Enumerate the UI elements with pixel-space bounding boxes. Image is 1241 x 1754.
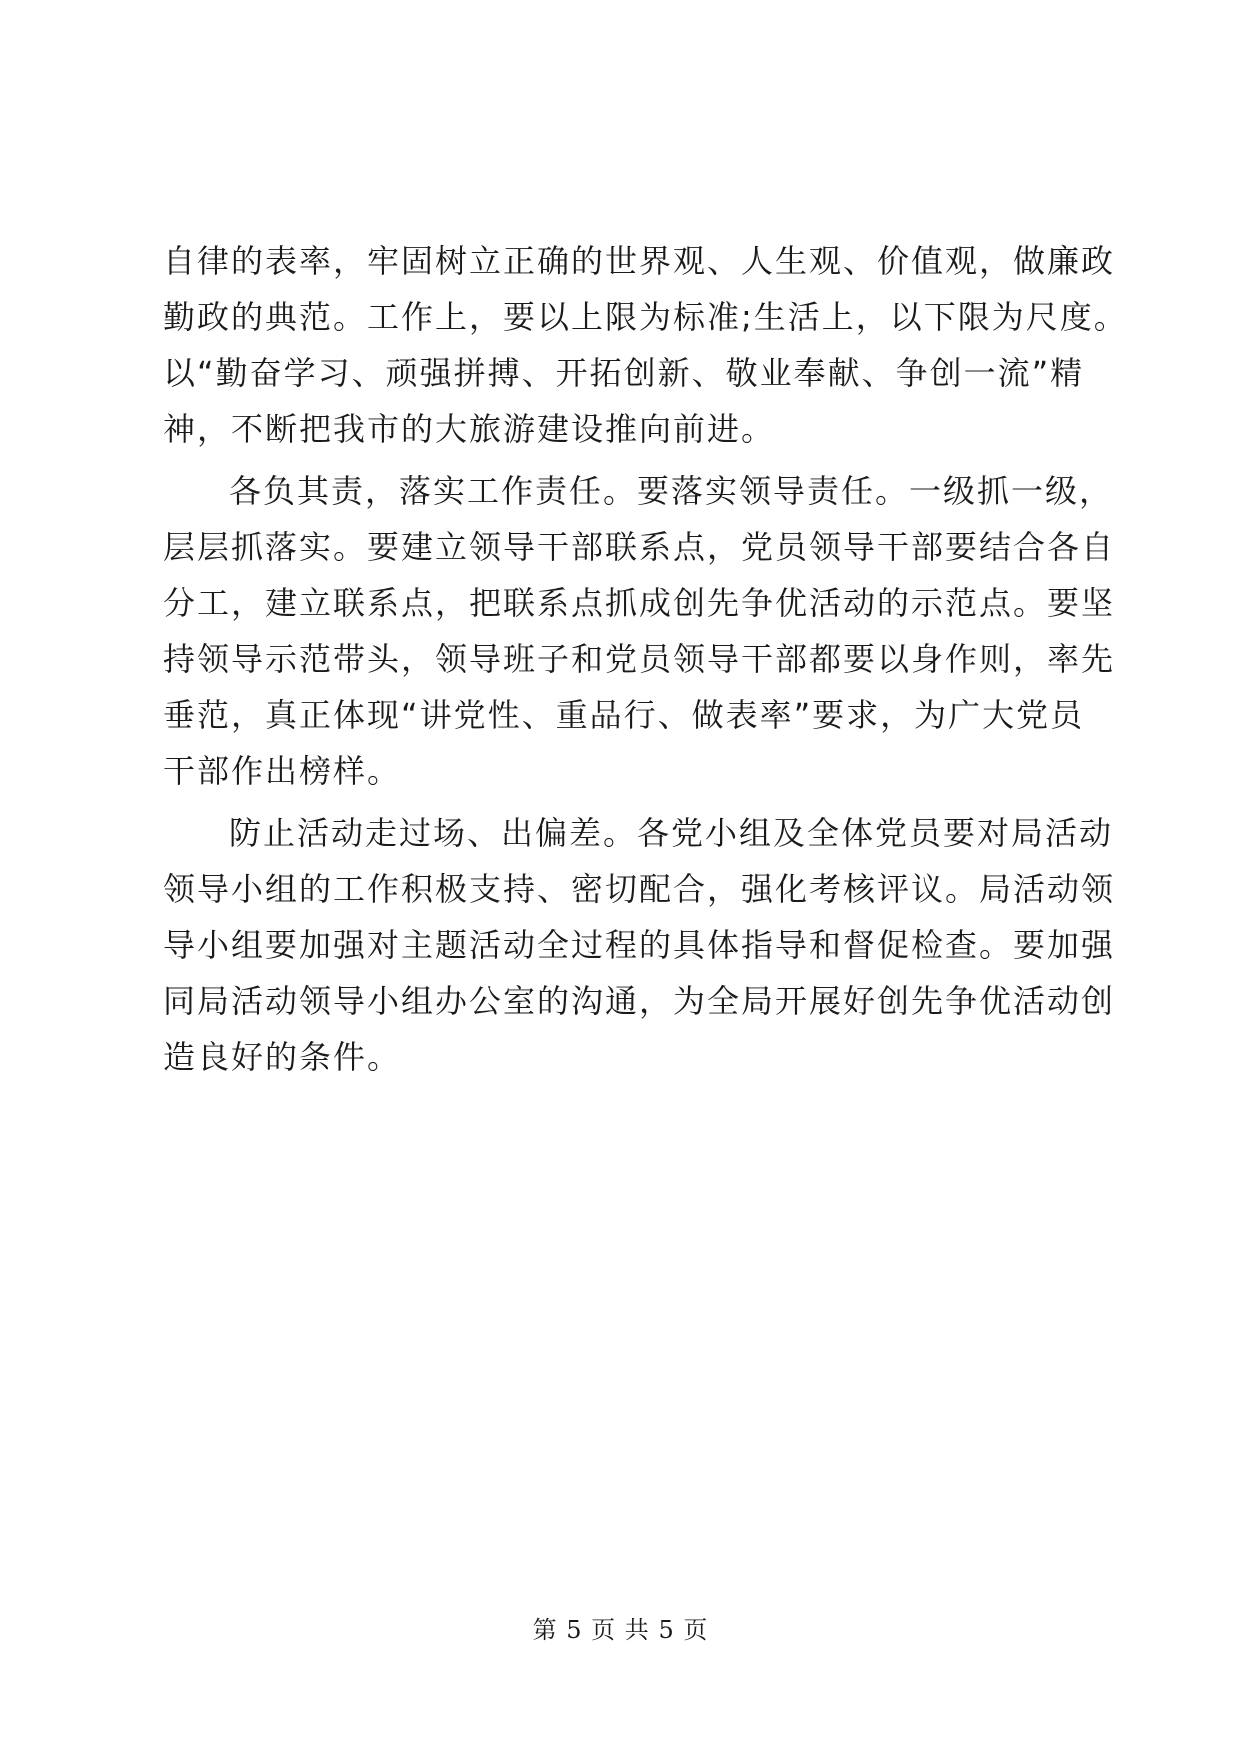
paragraph-1 — [163, 233, 1128, 457]
paragraph-line: 领导小组的工作积极支持、密切配合，强化考核评议。局活动领 — [163, 870, 1116, 908]
paragraph-line: 干部作出榜样。 — [163, 752, 402, 790]
paragraph-line: 防止活动走过场、出偏差。各党小组及全体党员要对局活动 — [229, 814, 1114, 852]
paragraph-line: 持领导示范带头，领导班子和党员领导干部都要以身作则，率先 — [163, 640, 1116, 678]
paragraph-line: 造良好的条件。 — [163, 1038, 402, 1076]
paragraph-line: 各负其责，落实工作责任。要落实领导责任。一级抓一级， — [229, 472, 1114, 510]
paragraph-line: 分工，建立联系点，把联系点抓成创先争优活动的示范点。要坚 — [163, 584, 1116, 622]
paragraph-2 — [163, 463, 1123, 799]
paragraph-line: 导小组要加强对主题活动全过程的具体指导和督促检查。要加强 — [163, 926, 1116, 964]
paragraph-line: 勤政的典范。工作上，要以上限为标准;生活上，以下限为尺度。 — [163, 298, 1128, 336]
paragraph-line: 自律的表率，牢固树立正确的世界观、人生观、价值观，做廉政 — [163, 242, 1116, 280]
paragraph-line: 同局活动领导小组办公室的沟通，为全局开展好创先争优活动创 — [163, 982, 1116, 1020]
paragraph-3 — [163, 805, 1123, 1085]
paragraph-line: 神，不断把我市的大旅游建设推向前进。 — [163, 410, 776, 448]
paragraph-line: 垂范，真正体现“讲党性、重品行、做表率”要求，为广大党员 — [163, 696, 1085, 734]
paragraph-line: 层层抓落实。要建立领导干部联系点，党员领导干部要结合各自 — [163, 528, 1116, 566]
document-body — [163, 233, 1128, 1085]
paragraph-line: 以“勤奋学习、顽强拼搏、开拓创新、敬业奉献、争创一流”精 — [163, 354, 1085, 392]
page-number-footer: 第 5 页 共 5 页 — [532, 1616, 709, 1644]
